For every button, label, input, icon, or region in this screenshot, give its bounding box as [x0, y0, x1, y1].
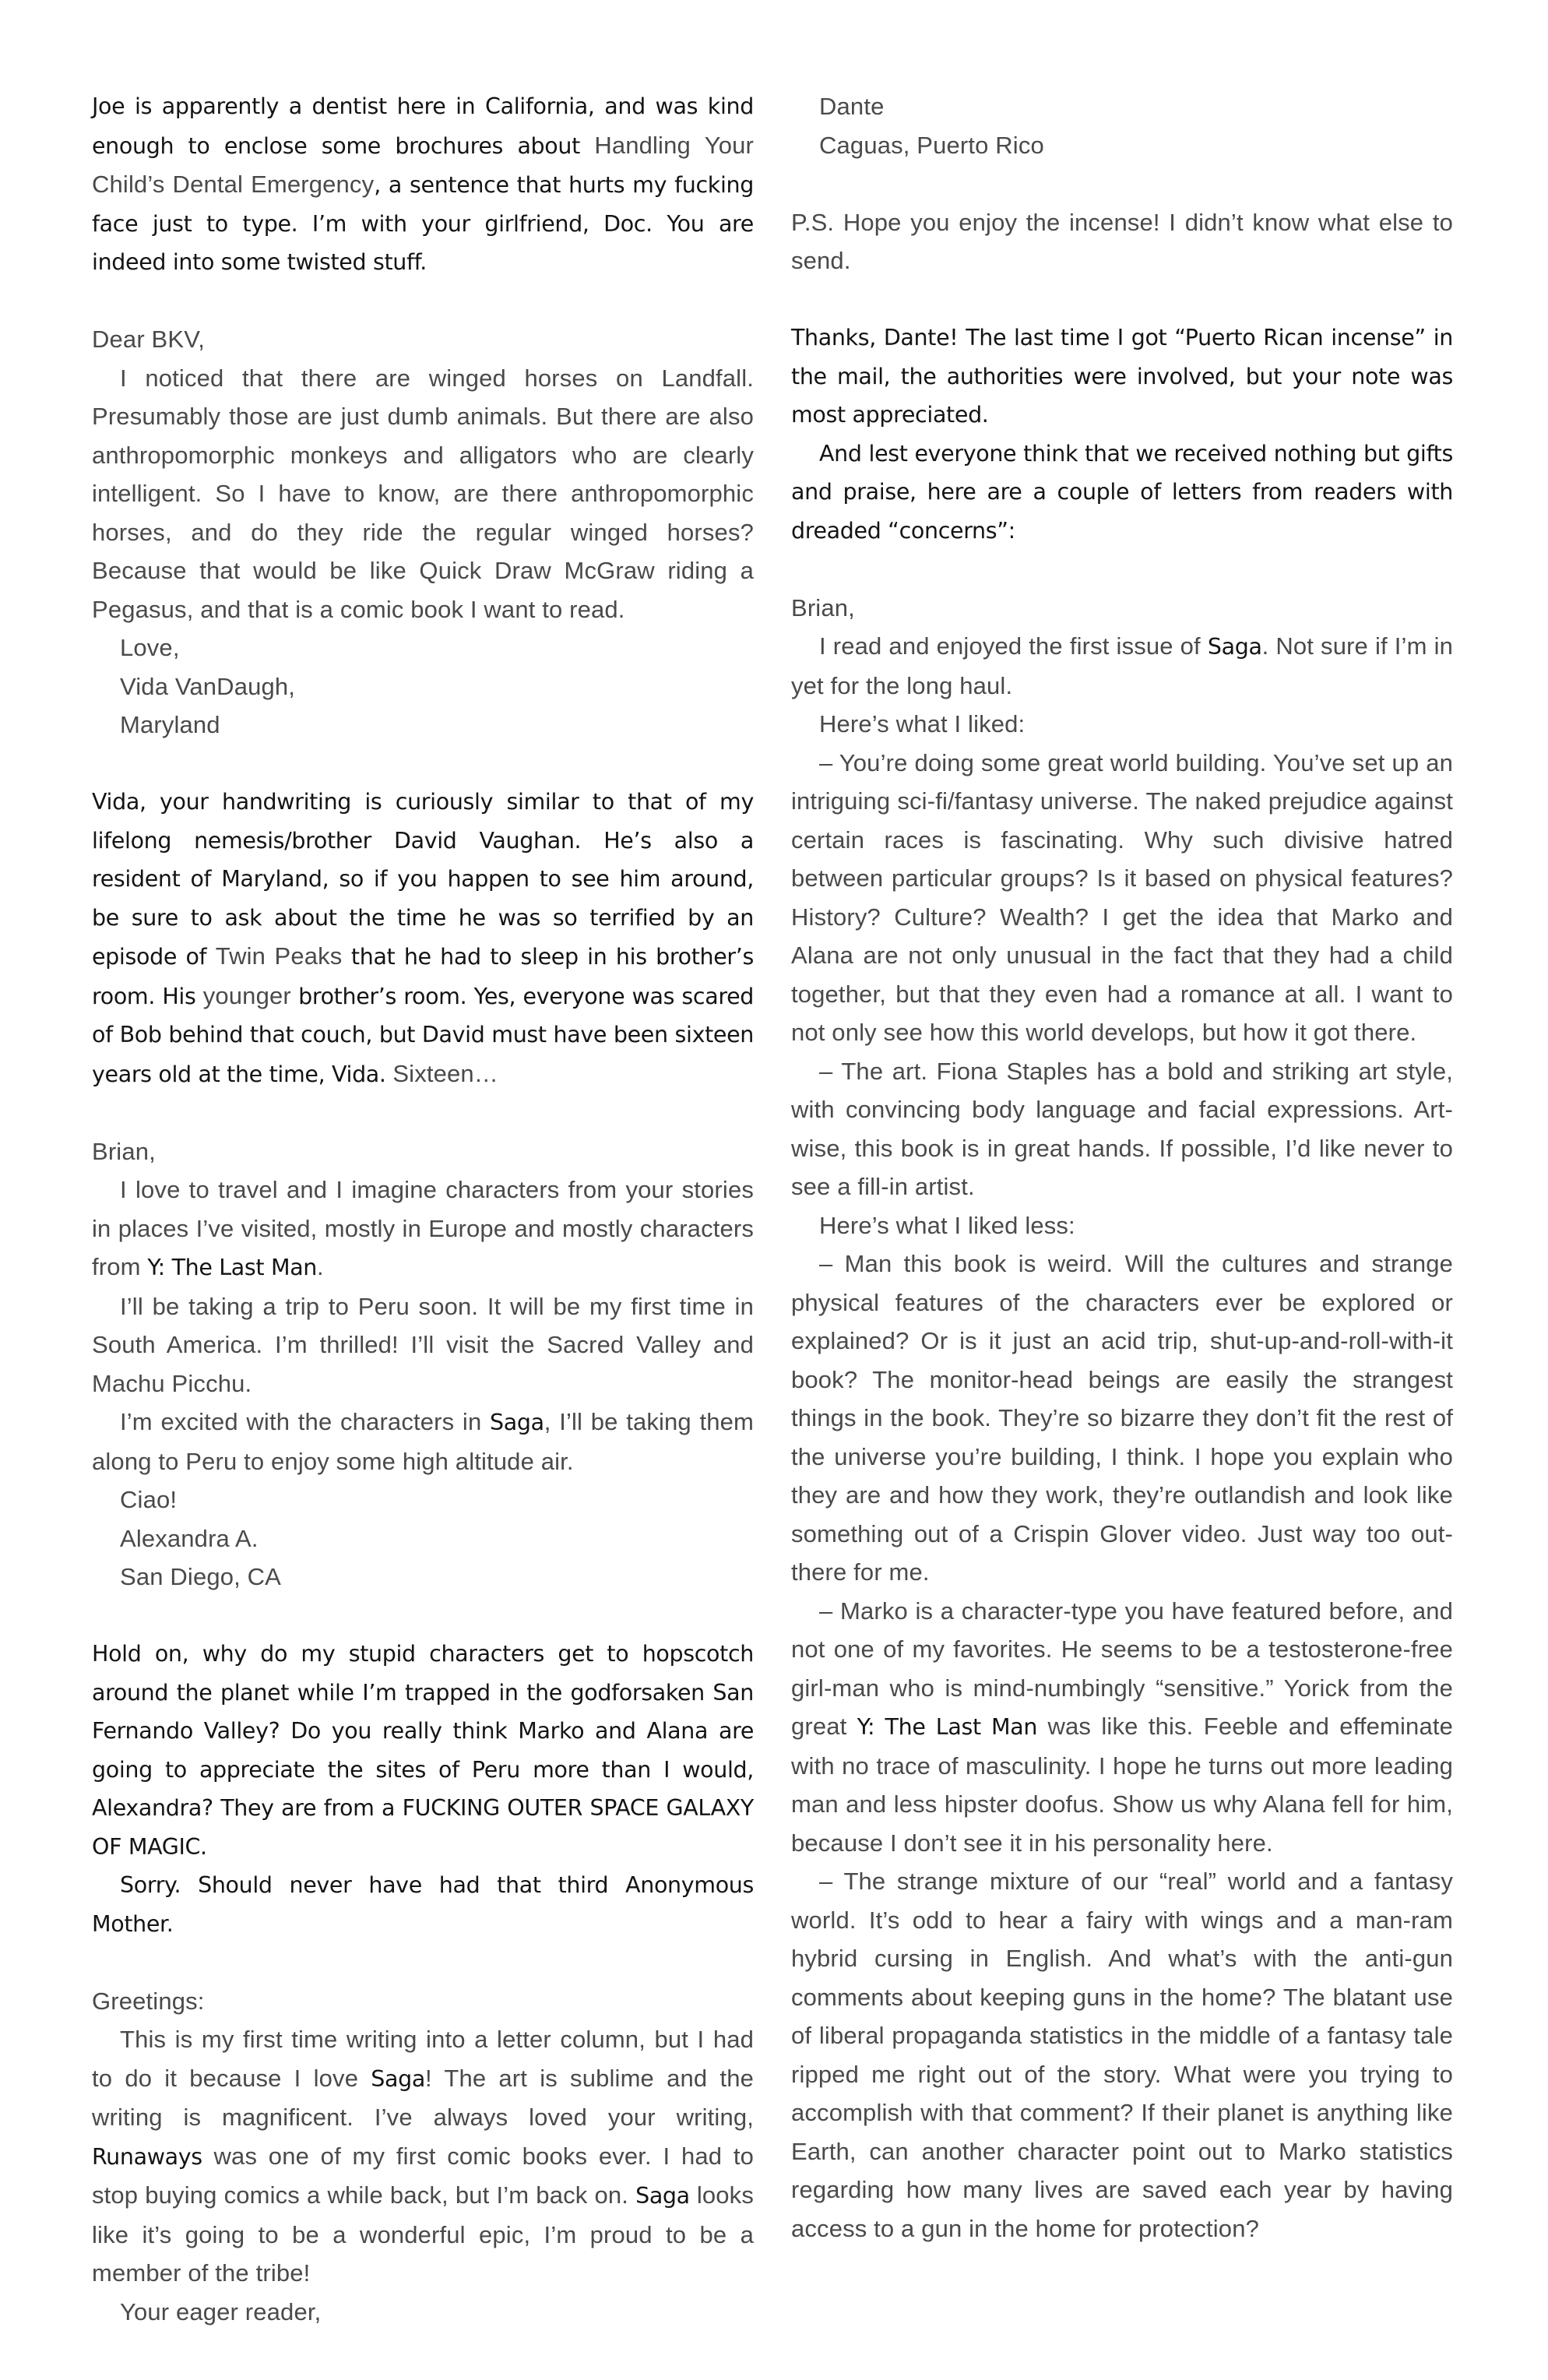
reply-alexandra-followup: Sorry. Should never have had that third Anonymous Mother.	[92, 1872, 754, 1937]
spacer	[92, 1597, 754, 1635]
letter-signature-location: San Diego, CA	[120, 1563, 282, 1590]
letter-body: I noticed that there are winged horses on Landfall. Presumably those are just dumb animals. But there are also anthropomorphic monkeys and alligators who are clearly intelligent. So I have to know, are there anthropomorphic horses, and do they ride the regular winged horses? Because that would be like Quick Draw McGraw riding a Pegasus, and that is a comic book I want to read.	[92, 364, 754, 623]
letter-text: I’m excited with the characters in	[120, 1408, 491, 1435]
letter-closing: Love,	[120, 634, 180, 661]
letter-text: was like this. Feeble and effeminate with no trace of masculinity. I hope he turns out more leading man and less hipster doofus. Show us why Alana fell for him, because I don’t see it in his personality here.	[791, 1713, 1453, 1857]
reply-text: that he had to sleep in his brother’s room. His	[92, 944, 755, 1009]
comic-title: Saga	[635, 2183, 690, 2209]
comic-title: Y: The Last Man	[147, 1255, 318, 1280]
letter-signature-name: Dante	[819, 93, 885, 120]
liked-item: – The art. Fiona Staples has a bold and striking art style, with convincing body language and facial expressions. Art-wise, this book is in great hands. If possible, I’d like never to see a fill-in artist.	[791, 1057, 1453, 1200]
spacer	[92, 282, 754, 321]
letter-text: This is my first time writing into a letter column, but I had to do it because I love	[92, 2026, 754, 2092]
liked-less-item	[791, 1592, 1453, 1863]
reply-vida	[92, 783, 754, 1093]
letter-salutation: Dear BKV,	[92, 326, 205, 353]
spacer	[791, 280, 1453, 319]
reply-joe	[92, 87, 754, 282]
reply-text: , a sentence that hurts my fucking face just to type. I’m with your girlfriend, Doc. You are indeed into some twisted stuff.	[92, 172, 754, 275]
spacer	[791, 550, 1453, 589]
letter-text: .	[317, 1253, 324, 1280]
emphasis-text: Sixteen…	[392, 1059, 498, 1087]
brochure-title: Handling Your Child’s Dental Emergency	[92, 131, 754, 198]
comic-title: Y: The Last Man	[857, 1714, 1038, 1740]
letter-body	[791, 627, 1453, 705]
liked-less-item: – Man this book is weird. Will the cultures and strange physical features of the characters ever be explored or explained? Or is it just an acid trip, shut-up-and-roll-with-it book? The monitor-head beings are easily the strangest things in the book. They’re so bizarre they don’t fit the rest of the universe you’re building, I think. I hope you explain who they are and how they work, they’re outlandish and look like something out of a Crispin Glover video. Just way too out-there for me.	[791, 1250, 1453, 1586]
left-column	[92, 87, 754, 2331]
right-column	[791, 87, 1453, 2248]
letter-closing: Ciao!	[120, 1486, 178, 1513]
letter-body	[92, 1403, 754, 1480]
letter-postscript: P.S. Hope you enjoy the incense! I didn’t know what else to send.	[791, 208, 1453, 274]
reply-dante: Thanks, Dante! The last time I got “Puerto Rican incense” in the mail, the authorities were involved, but your note was most appreciated.	[791, 325, 1453, 428]
letter-text: I read and enjoyed the first issue of	[819, 632, 1208, 660]
letter-signature-location: Caguas, Puerto Rico	[819, 131, 1044, 159]
spacer	[791, 164, 1453, 203]
emphasis-text: younger	[202, 981, 291, 1009]
letter-body: I’ll be taking a trip to Peru soon. It will be my first time in South America. I’m thrilled! I’ll visit the Sacred Valley and Machu Picchu.	[92, 1292, 754, 1397]
letter-text: I love to travel and I imagine characters from your stories in places I’ve visited, mostly in Europe and mostly characters from	[92, 1176, 754, 1280]
letter-text: – Marko is a character-type you have featured before, and not one of my favorites. He seems to be a testosterone-free girl-man who is mind-numbingly “sensitive.” Yorick from the great	[791, 1597, 1453, 1740]
letter-text: was one of my first comic books ever. I had to stop buying comics a while back, but I’m back on.	[92, 2142, 754, 2209]
letter-closing: Your eager reader,	[120, 2297, 322, 2325]
reply-text: brother’s room. Yes, everyone was scared of Bob behind that couch, but David must have been sixteen years old at the time, Vida.	[92, 983, 754, 1087]
liked-less-heading: Here’s what I liked less:	[819, 1211, 1075, 1239]
letter-signature-location: Maryland	[120, 711, 220, 738]
letter-text: looks like it’s going to be a wonderful epic, I’m proud to be a member of the tribe!	[92, 2181, 754, 2287]
liked-less-item: – The strange mixture of our “real” world and a fantasy world. It’s odd to hear a fairy with wings and a man-ram hybrid cursing in English. And what’s with the anti-gun comments about keeping guns in the home? The blatant use of liberal propaganda statistics in the middle of a fantasy tale ripped me right out of the story. What were you trying to accomplish with that comment? If their planet is anything like Earth, can another character point out to Marko statistics regarding how many lives are saved each year by having access to a gun in the home for protection?	[791, 1868, 1453, 2242]
letter-text: . Not sure if I’m in yet for the long haul.	[791, 632, 1453, 699]
spacer	[92, 1943, 754, 1982]
letter-text: ! The art is sublime and the writing is magnificent. I’ve always loved your writing,	[92, 2064, 754, 2131]
reply-text: Vida, your handwriting is curiously similar to that of my lifelong nemesis/brother David Vaughan. He’s also a resident of Maryland, so if you happen to see him around, be sure to ask about the time he was so terrified by an episode of	[92, 789, 754, 970]
letter-text: , I’ll be taking them along to Peru to enjoy some high altitude air.	[92, 1408, 755, 1475]
spacer	[92, 745, 754, 783]
letter-salutation: Brian,	[791, 593, 855, 621]
letter-body	[92, 1171, 754, 1287]
letter-signature-name: Vida VanDaugh,	[120, 672, 296, 700]
reply-dante-intro: And lest everyone think that we received nothing but gifts and praise, here are a couple of letters from readers with dreaded “concerns”:	[791, 440, 1453, 544]
comic-title: Saga	[1207, 634, 1262, 660]
comic-title: Runaways	[92, 2143, 202, 2170]
show-title: Twin Peaks	[215, 942, 343, 970]
reply-text: Joe is apparently a dentist here in California, and was kind enough to enclose some brochures about	[92, 93, 754, 159]
reply-alexandra: Hold on, why do my stupid characters get to hopscotch around the planet while I’m trapped in the godforsaken San Fernando Valley? Do you really think Marko and Alana are going to appreciate the sites of Peru more than I would, Alexandra? They are from a FUCKING OUTER SPACE GALAXY OF MAGIC.	[92, 1641, 754, 1860]
letter-salutation: Brian,	[92, 1137, 156, 1165]
comic-title: Saga	[490, 1410, 544, 1435]
letter-body	[92, 2020, 754, 2293]
liked-item: – You’re doing some great world building. You’ve set up an intriguing sci-fi/fantasy universe. The naked prejudice against certain races is fascinating. Why such divisive hatred between particular groups? Is it based on physical features? History? Culture? Wealth? I get the idea that Marko and Alana are not only unusual in the fact that they had a child together, but that they even had a romance at all. I want to not only see how this world develops, but how it got there.	[791, 748, 1453, 1046]
letter-signature-name: Alexandra A.	[120, 1524, 259, 1552]
liked-heading: Here’s what I liked:	[819, 710, 1026, 738]
comic-title: Saga	[371, 2065, 425, 2092]
spacer	[92, 1093, 754, 1132]
letter-salutation: Greetings:	[92, 1987, 205, 2015]
